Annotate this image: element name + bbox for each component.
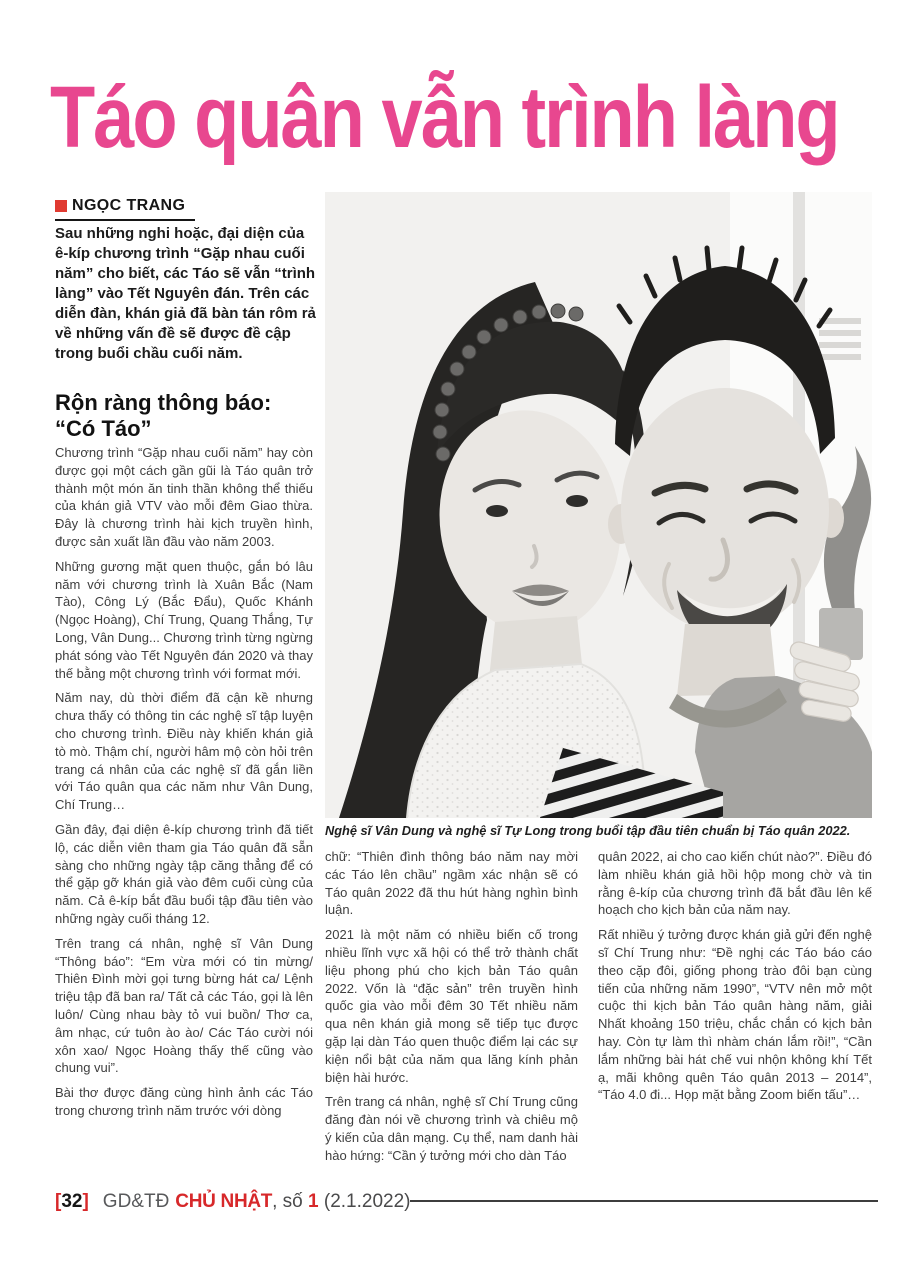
paragraph: Trên trang cá nhân, nghệ sĩ Vân Dung “Thông báo”: “Em vừa mới có tin mừng/ Thiên Đình mời gọi tưng bừng hát ca/ Lệnh triệu tập đã ban ra/ Tất cả các Táo, gọi là lên luôn/ Cùng nhau bày tỏ vui buồn/ Thơ ca, âm nhạc, cứ tuôn ào ào/ Các Táo cười nói xôn xao/ Ngọc Hoàng thấy thế cũng vào chung vui”. (55, 935, 313, 1076)
paragraph: quân 2022, ai cho cao kiến chút nào?”. Điều đó làm nhiều khán giả hồi hộp mong chờ và tin rằng ê-kíp của chương trình đã bắt đầu lên kế hoạch cho kịch bản của năm nay. (598, 849, 872, 918)
article-photo (325, 192, 872, 818)
paragraph: Rất nhiều ý tưởng được khán giả gửi đến nghệ sĩ Chí Trung như: “Đề nghị các Táo báo cáo theo cặp đôi, giống phong trào đôi bạn cùng tiến của những năm 1990”, “VTV nên mở một cuộc thi kịch bản Táo quân hàng năm, giải Nhất khoảng 150 triệu, chắc chắn có kịch bản hay. Còn tự làm thì nhàm chán lắm rồi!”, “Cần lắm những bài hát chế vui nhộn không khí Tết ạ, mãi không quên Táo quân 2013 – 2014”, “Táo 4.0 đi... Họp mặt bằng Zoom biến tấu”… (598, 927, 872, 1103)
column-middle (325, 848, 578, 1172)
footer-issue-number: 1 (308, 1191, 319, 1212)
page-footer (55, 1191, 411, 1213)
footer-brand: GD&TĐ (102, 1191, 170, 1212)
column-right (598, 848, 872, 1111)
article-lede: Sau những nghi hoặc, đại diện của ê-kíp chương trình “Gặp nhau cuối năm” cho biết, các Táo sẽ vẫn “trình làng” vào Tết Nguyên đán. Trên các diễn đàn, khán giả đã bàn tán rôm rả về những vấn đề sẽ được đề cập trong buổi chầu cuối năm. (55, 225, 316, 362)
footer-bracket-close: ] (82, 1191, 89, 1212)
paragraph: chữ: “Thiên đình thông báo năm nay mời các Táo lên chầu” ngầm xác nhận sẽ có Táo quân 2022 đã thu hút hàng nghìn bình luận. (325, 849, 578, 918)
paragraph: Những gương mặt quen thuộc, gắn bó lâu năm với chương trình là Xuân Bắc (Nam Tào), Công Lý (Bắc Đẩu), Quốc Khánh (Ngọc Hoàng), Chí Trung, Quang Thắng, Tự Long, Vân Dung... Chương trình từng ngừng phát sóng vào Tết Nguyên đán 2020 và thay thế bằng một chương trình với format mới. (55, 558, 313, 681)
byline (55, 197, 195, 221)
photo-illustration (325, 192, 872, 818)
paragraph: Năm nay, dù thời điểm đã cận kề nhưng chưa thấy có thông tin các nghệ sĩ tập luyện cho chương trình. Điều này khiến khán giả tò mò. Thậm chí, người hâm mộ còn hỏi trên trang cá nhân của các nghệ sĩ đã gắn liền với Táo quân qua các năm như Vân Dung, Chí Trung… (55, 690, 313, 813)
footer-brand-accent: CHỦ NHẬT (175, 1191, 273, 1212)
paragraph: Chương trình “Gặp nhau cuối năm” hay còn được gọi một cách gần gũi là Táo quân trở thành một món ăn tinh thần không thể thiếu của khán giả VTV vào mỗi đêm Giao thừa. Đây là chương trình hài kịch truyền hình, được sản xuất lần đầu vào năm 2003. (55, 445, 313, 549)
section-heading-line2: “Có Táo” (55, 416, 152, 441)
column-left (55, 444, 313, 1127)
section-heading (55, 390, 317, 442)
footer-page-number: 32 (61, 1191, 83, 1212)
paragraph: Gần đây, đại diện ê-kíp chương trình đã tiết lộ, các diễn viên tham gia Táo quân đã sẵn sàng cho những ngày tập căng thẳng để có thể gặp gỡ khán giả vào đêm cuối cùng của năm. Cả ê-kíp bắt đầu buổi tập đầu tiên vào những ngày cuối tháng 12. (55, 821, 313, 926)
paragraph: Bài thơ được đăng cùng hình ảnh các Táo trong chương trình năm trước với dòng (55, 1085, 313, 1118)
footer-issue-date: (2.1.2022) (318, 1191, 411, 1212)
photo-caption: Nghệ sĩ Vân Dung và nghệ sĩ Tự Long trong buổi tập đầu tiên chuẩn bị Táo quân 2022. (325, 823, 851, 838)
byline-square-icon (55, 200, 67, 212)
paragraph: 2021 là một năm có nhiều biến cố trong nhiều lĩnh vực xã hội có thể trở thành chất liệu phong phú cho kịch bản Táo quân 2022. Vốn là “đặc sản” trên truyền hình quốc gia vào mỗi đêm 30 Tết nhiều năm qua nên khán giả mong sẽ tiếp tục được gặp lại dàn Táo quen thuộc điểm lại các sự kiện nổi bật của năm qua lăng kính phản biện hài hước. (325, 927, 578, 1085)
byline-author: NGỌC TRANG (72, 197, 186, 214)
footer-rule (410, 1200, 878, 1202)
footer-bracket-open: [ (55, 1191, 62, 1212)
section-heading-line1: Rộn ràng thông báo: (55, 390, 272, 415)
paragraph: Trên trang cá nhân, nghệ sĩ Chí Trung cũng đăng đàn nói về chương trình và chiêu mộ ý kiến của dân mạng. Cụ thể, nam danh hài hào hứng: “Cần ý tưởng mới cho dàn Táo (325, 1094, 578, 1163)
footer-issue-prefix: , số (272, 1191, 309, 1212)
page-title: Táo quân vẫn trình làng (50, 68, 839, 167)
